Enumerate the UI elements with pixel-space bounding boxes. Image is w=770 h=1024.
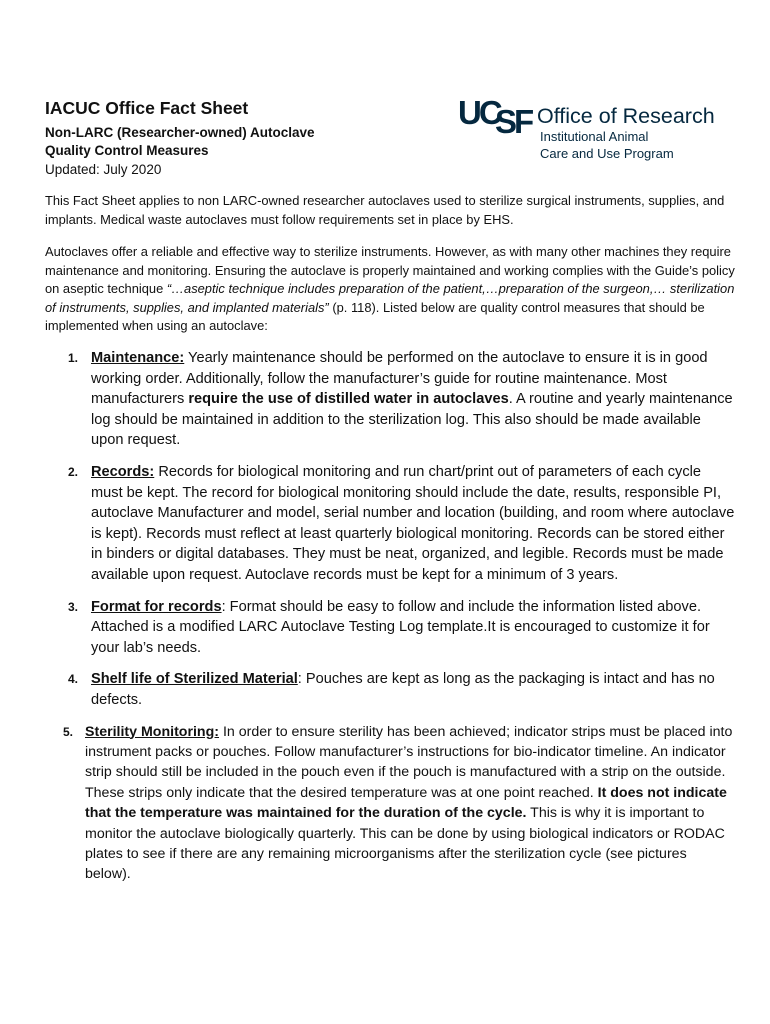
subtitle-line-1: Non-LARC (Researcher-owned) Autoclave xyxy=(45,125,315,140)
intro-p2-text-a: Autoclaves offer a reliable and effective way to sterilize instruments. However, as with many other machines they require maintenance and monitoring. Ensuring the autoclave is properly maintained and working complies with the Guide’s policy on aseptic technique xyxy=(45,244,735,296)
logo-line-1: Institutional Animal xyxy=(540,129,649,144)
list-item-format-for-records xyxy=(45,597,735,659)
logo-line-2: Care and Use Program xyxy=(540,146,674,161)
list-number: 5. xyxy=(63,724,74,739)
item-text-cont: . A routine and yearly maintenance log should be maintained in addition to the sterilization log. This also should be made available upon request. xyxy=(91,391,733,449)
item-label: Records: xyxy=(91,463,155,480)
quality-control-list xyxy=(45,348,735,885)
item-label: Sterility Monitoring: xyxy=(85,723,219,740)
item-bold-text: It does not indicate that the temperature was maintained for the duration of the cycle. xyxy=(85,784,727,822)
item-bold-text: require the use of distilled water in autoclaves xyxy=(188,391,509,408)
header-block xyxy=(45,98,425,179)
subtitle-line-2: Quality Control Measures xyxy=(45,143,209,158)
item-text-cont: This is why it is important to monitor the autoclave biologically quarterly. This can be done by using biological indicators or RODAC plates to see if there are any remaining microorganisms after the sterilization cycle (see pictures below). xyxy=(85,805,725,883)
page-title: IACUC Office Fact Sheet xyxy=(45,98,249,118)
item-text: : Format should be easy to follow and include the information listed above. Attached is a modified LARC Autoclave Testing Log template.It is encouraged to customize it for your lab’s needs. xyxy=(91,598,710,656)
list-number: 2. xyxy=(68,464,79,479)
updated-date: Updated: July 2020 xyxy=(45,162,162,177)
item-text: In order to ensure sterility has been achieved; indicator strips must be placed into instrument packs or pouches. Follow manufacturer’s instructions for bio-indicator timeline. An indicator strip should still be included in the pouch even if the pouch is manufactured with a strip on the outside. These strips only indicate that the desired temperature was at one point reached. xyxy=(85,723,733,801)
item-label: Maintenance: xyxy=(91,350,185,366)
list-number: 1. xyxy=(68,351,79,365)
item-text: Records for biological monitoring and run chart/print out of parameters of each cycle must be kept. The record for biological monitoring should include the date, results, responsible PI, autoclave Manufacturer and model, serial number and location (building, and room where autoclave is kept). Records must reflect at least quarterly biological monitoring. Records can be stored either in binders or digital databases. They must be neat, organized, and legible. Records must be made available upon request. Autoclave records must be kept for a minimum of 3 years. xyxy=(91,463,735,583)
item-text: : Pouches are kept as long as the packaging is intact and has no defects. xyxy=(91,671,715,708)
intro-p2-text-b: (p. 118). Listed below are quality control measures that should be implemented when using an autoclave: xyxy=(45,299,705,333)
item-label: Format for records xyxy=(91,598,222,615)
ucsf-logo xyxy=(458,96,718,166)
list-item-maintenance xyxy=(45,348,735,451)
list-item-shelf-life xyxy=(45,669,735,710)
logo-mark-sf: SF xyxy=(495,103,532,140)
list-number: 3. xyxy=(68,599,79,614)
list-item-records xyxy=(45,462,735,586)
logo-mark-uc: UC xyxy=(458,94,500,131)
intro-paragraph-2 xyxy=(45,243,735,336)
item-text: Yearly maintenance should be performed on the autoclave to ensure it is in good working order. Additionally, follow the manufacturer’s guide for routine maintenance. Most manufacturers xyxy=(91,350,708,408)
list-item-sterility-monitoring xyxy=(45,722,735,885)
logo-office-of-research: Office of Research xyxy=(537,104,715,128)
list-number: 4. xyxy=(68,672,79,687)
intro-paragraph-1: This Fact Sheet applies to non LARC-owned researcher autoclaves used to sterilize surgical instruments, supplies, and implants. Medical waste autoclaves must follow requirements set in place by EHS. xyxy=(45,193,725,227)
guide-quote: “…aseptic technique includes preparation of the patient,…preparation of the surgeon,… sterilization of instruments, supplies, and implanted materials” xyxy=(45,281,735,315)
item-label: Shelf life of Sterilized Material xyxy=(91,671,298,688)
